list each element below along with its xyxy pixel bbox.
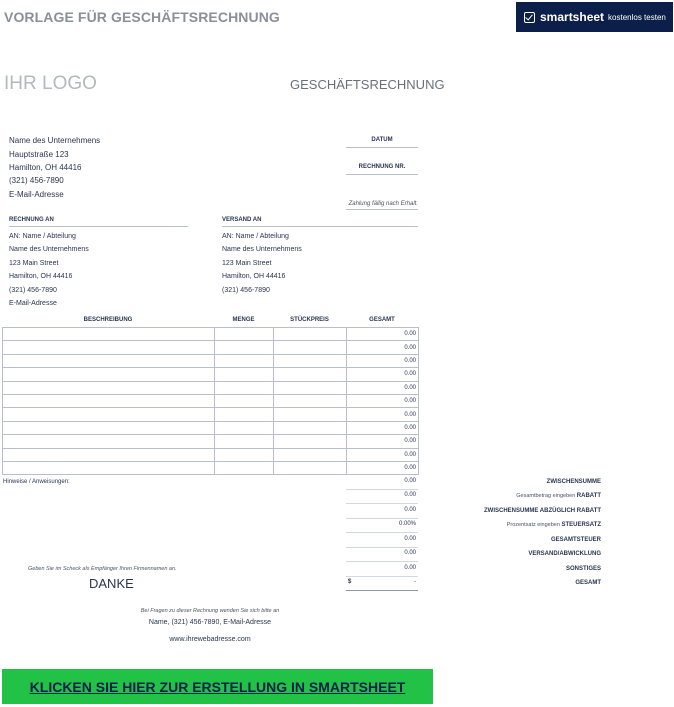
quantity-cell[interactable] [215,435,274,448]
line-total-cell: 0.00 [347,368,419,381]
shipping-label: VERSAND/ABWICKLUNG [528,551,601,557]
description-cell[interactable] [3,368,215,381]
company-street: Hauptstraße 123 [9,150,69,159]
description-cell[interactable] [3,461,215,474]
bill-to-line: AN: Name / Abteilung [9,233,76,240]
bill-to-heading: RECHNUNG AN [9,217,54,223]
tax-rate-value[interactable]: 0.00% [346,521,418,533]
questions-note: Bei Fragen zu dieser Rechnung wenden Sie sich bitte an [140,608,280,614]
ship-to-line: 123 Main Street [222,260,272,267]
date-label: DATUM [371,137,393,143]
line-total-cell: 0.00 [347,435,419,448]
discount-value[interactable]: 0.00 [346,492,418,504]
shipping-value[interactable]: 0.00 [346,550,418,562]
quantity-cell[interactable] [215,328,274,341]
description-cell[interactable] [3,354,215,367]
payment-note: Zahlung fällig nach Erhalt. [348,201,418,207]
table-row [3,341,419,354]
unit-price-cell[interactable] [274,394,347,407]
line-items-table [2,327,419,475]
line-total-cell: 0.00 [347,341,419,354]
table-row [3,368,419,381]
table-row [3,328,419,341]
invoice-number-label: RECHNUNG NR. [358,164,406,170]
company-city: Hamilton, OH 44416 [9,163,82,172]
invoice-number-field[interactable] [346,174,418,175]
column-header-total: GESAMT [369,317,395,323]
description-cell[interactable] [3,381,215,394]
ship-to-line: (321) 456-7890 [222,287,270,294]
description-cell[interactable] [3,394,215,407]
banner-cta: kostenlos testen [608,12,666,22]
ship-to-line: Name des Unternehmens [222,246,302,253]
company-email: E-Mail-Adresse [9,190,64,199]
banner-brand: smartsheet [540,10,605,24]
discount-prefix: Gesamtbetrag eingeben [516,493,577,499]
grand-total-label: GESAMT [575,580,601,586]
unit-price-cell[interactable] [274,368,347,381]
date-field[interactable] [346,147,418,148]
total-tax-label: GESAMTSTEUER [550,537,601,543]
line-total-cell: 0.00 [347,381,419,394]
thank-you: DANKE [89,576,134,591]
unit-price-cell[interactable] [274,354,347,367]
create-in-smartsheet-button[interactable] [2,669,433,704]
grand-total-value: - [414,579,416,585]
unit-price-cell[interactable] [274,328,347,341]
check-payable-note: Geben Sie im Scheck als Empfänger Ihren Firmennamen an. [28,566,177,572]
grand-total-field [346,579,418,591]
table-row [3,448,419,461]
line-total-cell: 0.00 [347,421,419,434]
ship-to-divider [222,226,418,227]
website-link[interactable]: www.ihrewebadresse.com [169,636,251,643]
subtotal-label: ZWISCHENSUMME [546,479,601,485]
quantity-cell[interactable] [215,341,274,354]
quantity-cell[interactable] [215,408,274,421]
subtotal-value: 0.00 [346,478,418,490]
table-row [3,354,419,367]
line-total-cell: 0.00 [347,328,419,341]
other-label: SONSTIGES [565,566,601,572]
company-name: Name des Unternehmens [9,136,101,145]
line-total-cell: 0.00 [347,461,419,474]
description-cell[interactable] [3,341,215,354]
description-cell[interactable] [3,435,215,448]
column-header-description: BESCHREIBUNG [83,317,133,323]
quantity-cell[interactable] [215,354,274,367]
logo-placeholder: IHR LOGO [4,73,97,94]
company-phone: (321) 456-7890 [9,176,64,185]
line-total-cell: 0.00 [347,448,419,461]
line-total-cell: 0.00 [347,408,419,421]
table-row [3,394,419,407]
other-value[interactable]: 0.00 [346,565,418,577]
column-header-unit-price: STÜCKPREIS [290,317,329,323]
smartsheet-trial-banner[interactable] [516,2,673,32]
table-row [3,461,419,474]
cta-label: KLICKEN SIE HIER ZUR ERSTELLUNG IN SMARTSHEET [29,678,406,695]
bill-to-divider [9,226,188,227]
table-row [3,408,419,421]
unit-price-cell[interactable] [274,435,347,448]
unit-price-cell[interactable] [274,461,347,474]
tax-rate-label-text: STEUERSATZ [561,522,601,528]
template-title: VORLAGE FÜR GESCHÄFTSRECHNUNG [4,9,280,25]
quantity-cell[interactable] [215,421,274,434]
subtotal-less-discount-value: 0.00 [346,507,418,519]
currency-symbol: $ [348,579,352,585]
notes-label: Hinweise / Anweisungen: [3,479,70,485]
line-total-cell: 0.00 [347,354,419,367]
discount-label-text: RABATT [576,493,601,499]
table-row [3,421,419,434]
document-title: GESCHÄFTSRECHNUNG [290,77,445,92]
table-row [3,381,419,394]
bill-to-line: E-Mail-Adresse [9,300,57,307]
unit-price-cell[interactable] [274,448,347,461]
bill-to-line: Name des Unternehmens [9,246,89,253]
unit-price-cell[interactable] [274,341,347,354]
subtotal-less-discount-label: ZWISCHENSUMME ABZÜGLICH RABATT [484,508,601,514]
description-cell[interactable] [3,328,215,341]
contact-line: Name, (321) 456-7890, E-Mail-Adresse [148,619,272,626]
quantity-cell[interactable] [215,448,274,461]
discount-label [516,493,601,499]
tax-rate-prefix: Prozentsatz eingeben [506,522,562,528]
quantity-cell[interactable] [215,394,274,407]
bill-to-line: (321) 456-7890 [9,287,57,294]
quantity-cell[interactable] [215,381,274,394]
ship-to-heading: VERSAND AN [222,217,262,223]
line-total-cell: 0.00 [347,394,419,407]
unit-price-cell[interactable] [274,381,347,394]
tax-rate-label [507,522,601,528]
bill-to-line: 123 Main Street [9,260,59,267]
quantity-cell[interactable] [215,461,274,474]
payment-note-line [346,209,418,210]
smartsheet-logo-icon [524,12,535,23]
unit-price-cell[interactable] [274,408,347,421]
description-cell[interactable] [3,448,215,461]
unit-price-cell[interactable] [274,421,347,434]
description-cell[interactable] [3,421,215,434]
total-tax-value: 0.00 [346,536,418,548]
column-header-quantity: MENGE [232,317,255,323]
bill-to-line: Hamilton, OH 44416 [9,273,73,280]
description-cell[interactable] [3,408,215,421]
quantity-cell[interactable] [215,368,274,381]
ship-to-line: Hamilton, OH 44416 [222,273,286,280]
table-row [3,435,419,448]
ship-to-line: AN: Name / Abteilung [222,233,289,240]
